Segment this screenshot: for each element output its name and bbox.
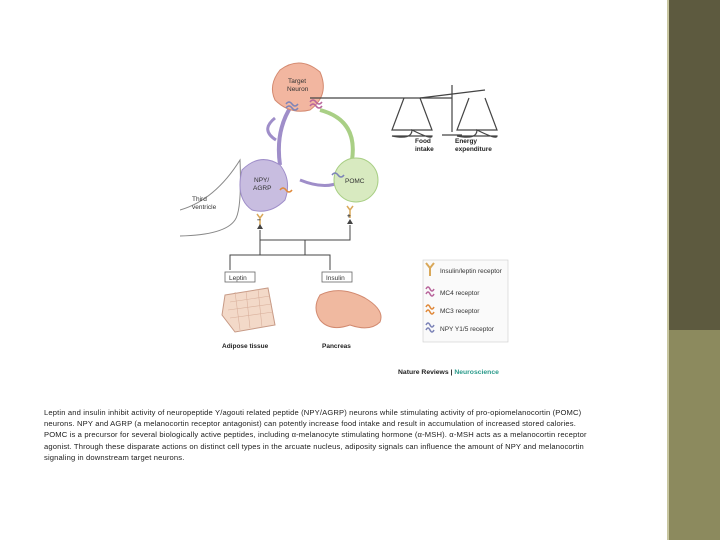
- target-neuron-label-2: Neuron: [287, 86, 309, 93]
- balance-scale-icon: [310, 85, 497, 137]
- insulin-label: Insulin: [326, 275, 345, 282]
- food-intake-label: Food: [415, 138, 431, 145]
- energy-expenditure-label-2: expenditure: [455, 146, 492, 153]
- caption-line: POMC is a precursor for several biologically active peptides, including α-melanocyte stimulating hormone (α-MSH). α-MSH acts as a melanocortin receptor: [44, 430, 587, 440]
- decorative-side-band: [667, 0, 720, 540]
- caption-line: neurons. NPY and AGRP (a melanocortin receptor antagonist) can potently increase food intake and result in accumulation of increased stored calories.: [44, 419, 576, 429]
- side-band-divider: [667, 0, 669, 540]
- legend-label-3: MC3 receptor: [440, 308, 480, 315]
- energy-expenditure-label: Energy: [455, 138, 478, 145]
- credit-field: Neuroscience: [454, 369, 499, 376]
- npy-neuron-label: NPY/: [254, 177, 270, 184]
- npy-axon-branch: [268, 118, 276, 140]
- legend-label-4: NPY Y1/5 receptor: [440, 326, 494, 333]
- credit-line: [398, 369, 499, 376]
- food-intake-label-2: intake: [415, 146, 434, 153]
- npy-to-target-axon: [279, 105, 292, 165]
- side-band-top: [667, 0, 720, 330]
- credit-separator: |: [450, 369, 453, 376]
- pomc-to-target-axon: [320, 110, 353, 160]
- credit-journal: Nature Reviews: [398, 369, 449, 376]
- legend-label-1: Insulin/leptin receptor: [440, 268, 502, 275]
- adipose-tissue-label: Adipose tissue: [222, 343, 269, 350]
- side-band-bottom: [667, 330, 720, 540]
- plus-sign: +: [347, 213, 351, 220]
- pancreas-graphic: [316, 291, 381, 328]
- minus-sign: −: [257, 217, 261, 224]
- caption-line: Leptin and insulin inhibit activity of neuropeptide Y/agouti related peptide (NPY/AGRP) neurons while stimulating activity of pro-opiomelanocortin (POMC): [44, 408, 582, 417]
- third-ventricle-label: Third: [192, 196, 207, 203]
- hypothalamus-diagram: [180, 40, 530, 380]
- npy-neuron-label-2: AGRP: [253, 185, 272, 192]
- target-neuron-label: Target: [288, 78, 307, 85]
- arrowhead-left: [257, 224, 263, 229]
- caption-line: agonist. Through these disparate actions on distinct cell types in the arcuate nucleus, adiposity signals can influence the amount of NPY and melanocortin: [44, 441, 584, 451]
- leptin-label: Leptin: [229, 275, 247, 282]
- pomc-neuron-label: POMC: [345, 178, 365, 185]
- figure-caption: [44, 407, 599, 463]
- pancreas-label: Pancreas: [322, 343, 351, 350]
- legend-label-2: MC4 receptor: [440, 290, 480, 297]
- caption-line: signaling in downstream target neurons.: [44, 452, 185, 462]
- third-ventricle-label-2: ventricle: [192, 204, 217, 211]
- third-ventricle-outline: [180, 160, 240, 236]
- signal-pathway-lines: [230, 225, 350, 270]
